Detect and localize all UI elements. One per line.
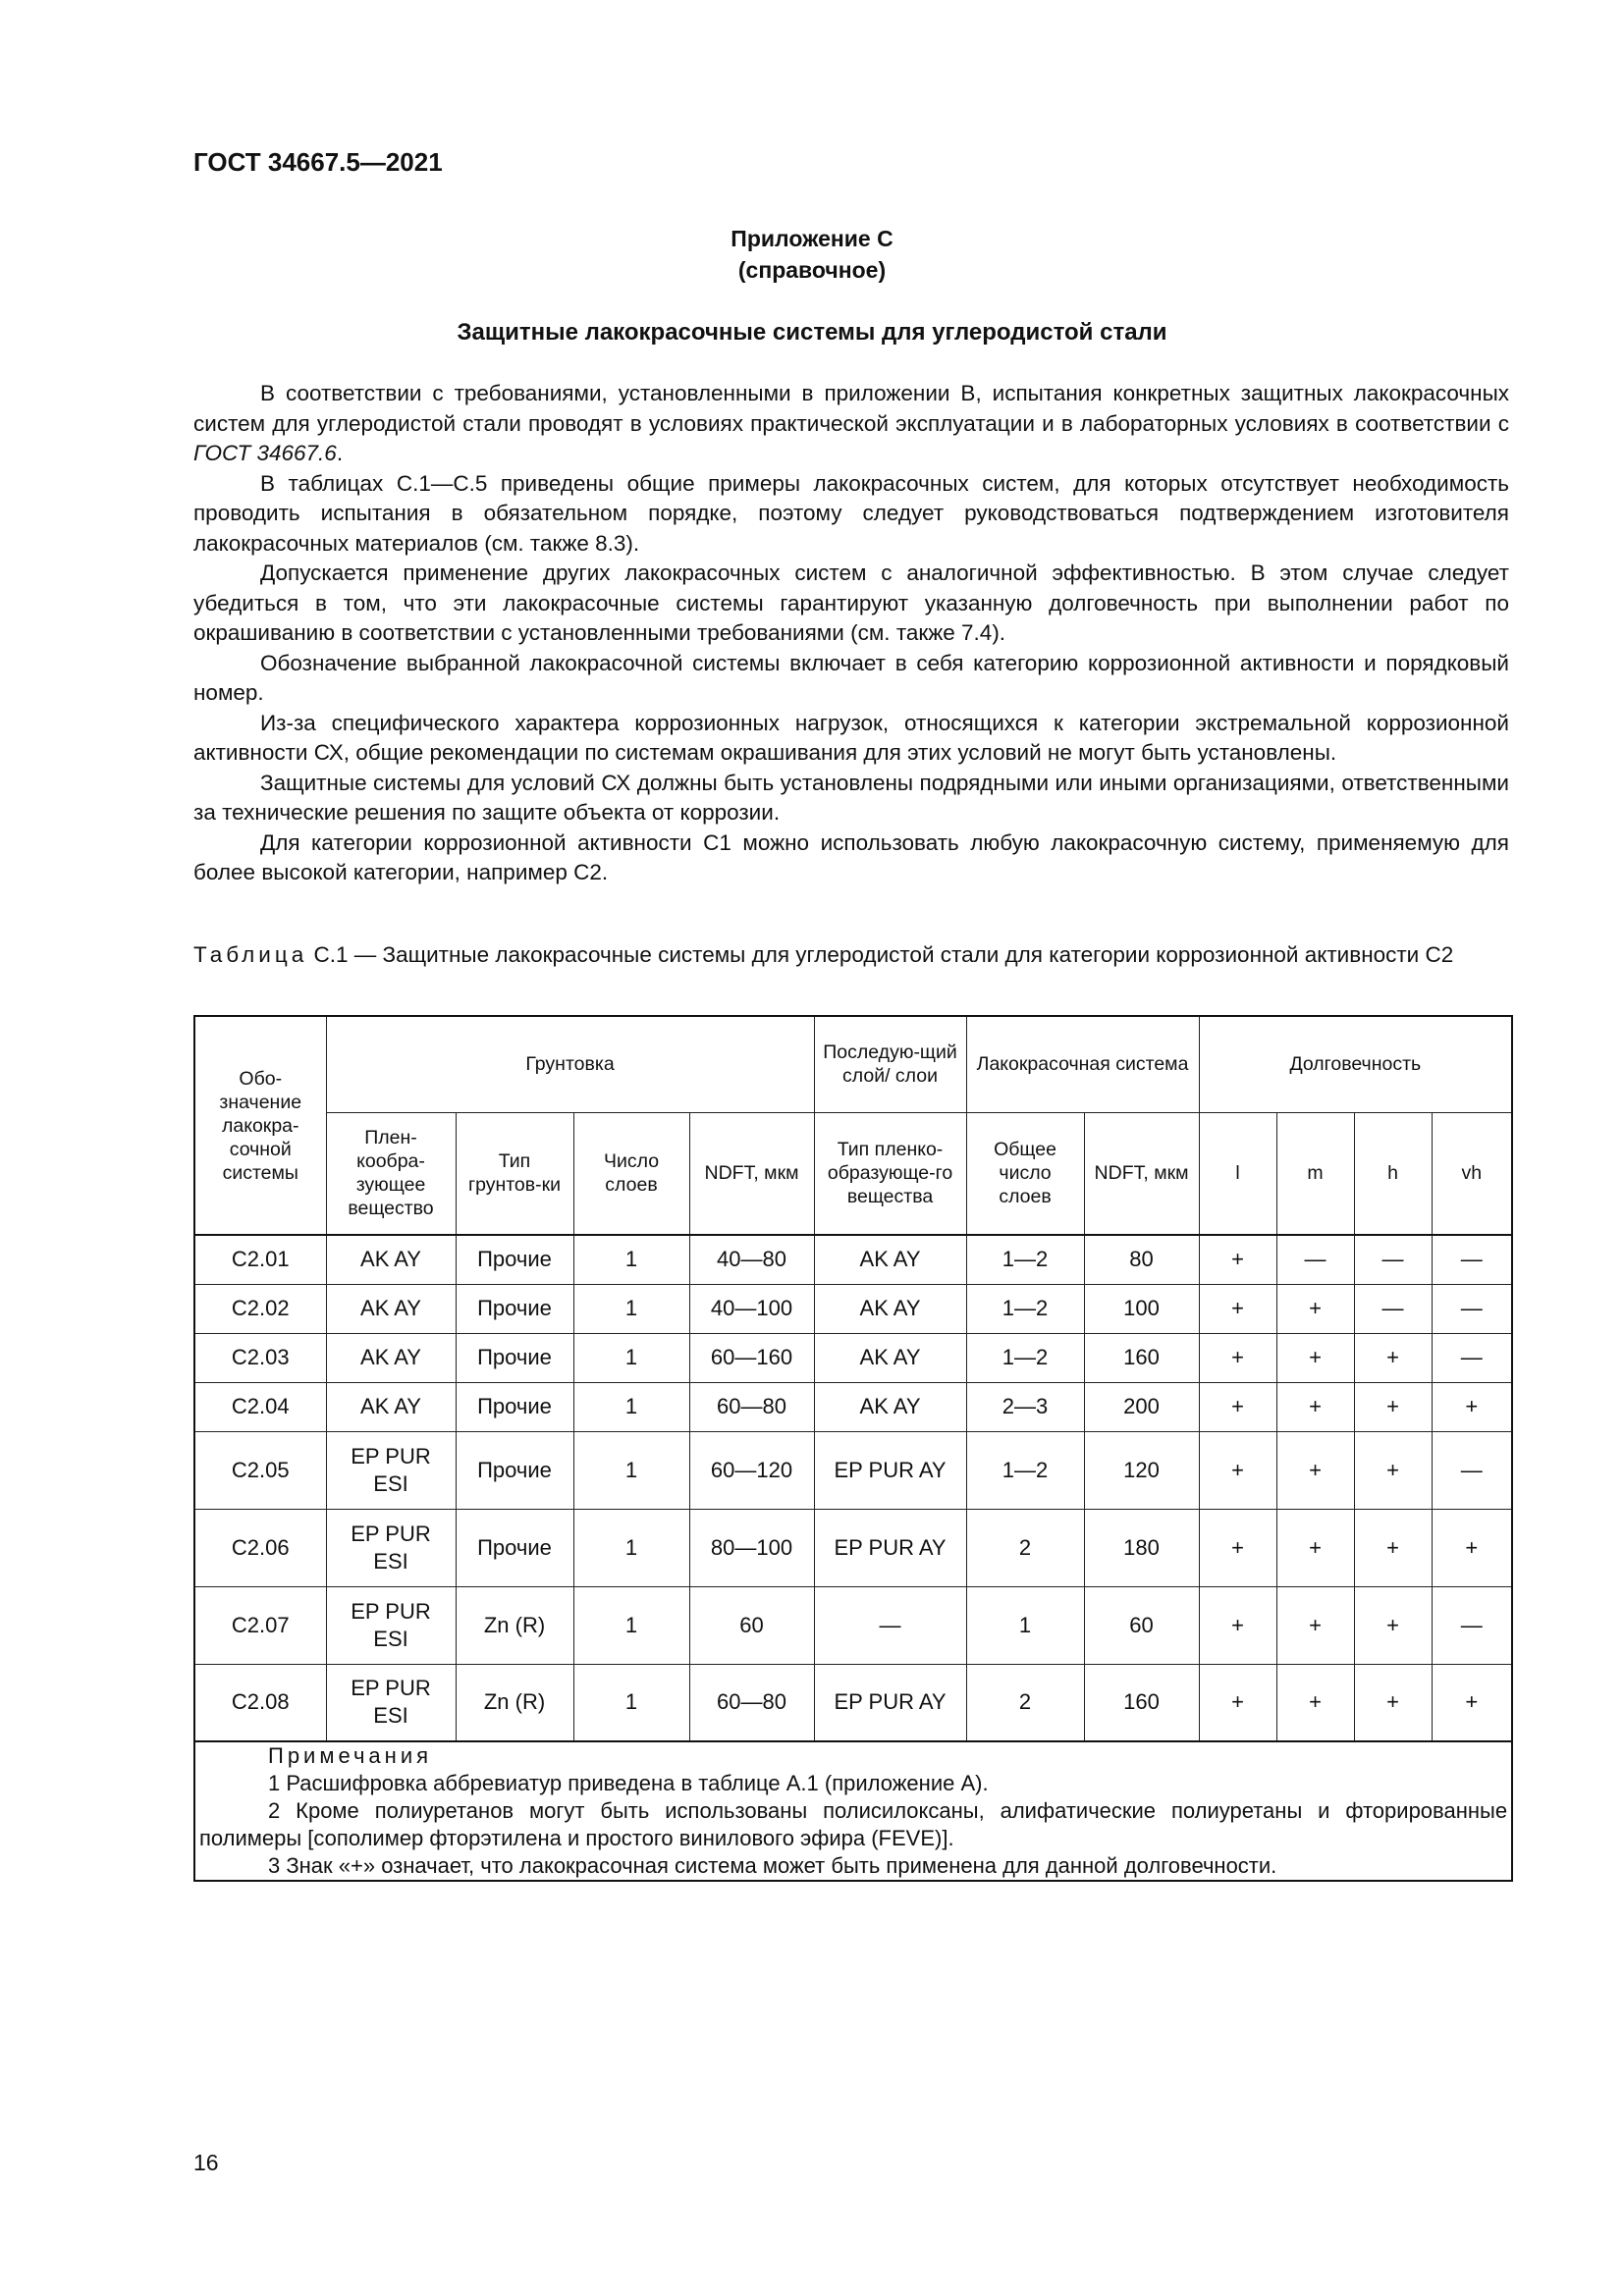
cell-total-layers: 1—2 xyxy=(966,1333,1084,1382)
header-film-former: Плен-кообра-зующее вещество xyxy=(326,1112,456,1235)
cell-ndft: 80—100 xyxy=(689,1509,814,1586)
cell-dur-h: — xyxy=(1354,1284,1432,1333)
cell-dur-m: + xyxy=(1276,1333,1354,1382)
header-primer: Грунтовка xyxy=(326,1016,814,1112)
page-number: 16 xyxy=(193,2150,219,2175)
cell-dur-h: + xyxy=(1354,1382,1432,1431)
cell-dur-h: + xyxy=(1354,1431,1432,1509)
header-ndft-primer: NDFT, мкм xyxy=(689,1112,814,1235)
cell-dur-l: + xyxy=(1199,1664,1276,1741)
table-row xyxy=(194,1509,1512,1586)
header-total-layers: Общее число слоев xyxy=(966,1112,1084,1235)
header-paint-system: Лакокрасочная система xyxy=(966,1016,1199,1112)
cell-dur-h: + xyxy=(1354,1333,1432,1382)
paragraph-7: Для категории коррозионной активности С1 можно использовать любую лакокрасочную систему, применяемую для более высокой категории, например С2. xyxy=(193,829,1509,884)
header-film-former-type: Тип пленко-образующе-го вещества xyxy=(814,1112,966,1235)
cell-subsequent: AK AY xyxy=(814,1284,966,1333)
cell-film: AK AY xyxy=(326,1235,456,1284)
cell-primer-type: Прочие xyxy=(456,1382,573,1431)
cell-dur-vh: + xyxy=(1432,1509,1512,1586)
cell-ndft: 60—80 xyxy=(689,1382,814,1431)
paragraph-1-text: В соответствии с требованиями, установленными в приложении В, испытания конкретных защитных лакокрасочных систем для углеродистой стали проводят в условиях практической эксплуатации и в лабораторных условиях в соответствии с xyxy=(193,381,1509,436)
cell-layers: 1 xyxy=(573,1333,689,1382)
cell-total-layers: 2—3 xyxy=(966,1382,1084,1431)
cell-dur-h: + xyxy=(1354,1664,1432,1741)
cell-film: EP PUR ESI xyxy=(326,1509,456,1586)
cell-id: С2.08 xyxy=(194,1664,326,1741)
cell-total-layers: 2 xyxy=(966,1664,1084,1741)
body-text xyxy=(193,379,1509,888)
cell-system-ndft: 60 xyxy=(1084,1586,1199,1664)
cell-layers: 1 xyxy=(573,1664,689,1741)
table-row xyxy=(194,1333,1512,1382)
paragraph-1-end: . xyxy=(336,441,344,465)
cell-subsequent: EP PUR AY xyxy=(814,1664,966,1741)
cell-system-ndft: 100 xyxy=(1084,1284,1199,1333)
table-row xyxy=(194,1586,1512,1664)
cell-dur-vh: + xyxy=(1432,1664,1512,1741)
cell-system-ndft: 180 xyxy=(1084,1509,1199,1586)
cell-dur-vh: — xyxy=(1432,1284,1512,1333)
notes-row xyxy=(194,1741,1512,1881)
cell-dur-m: + xyxy=(1276,1284,1354,1333)
cell-dur-l: + xyxy=(1199,1284,1276,1333)
cell-system-ndft: 80 xyxy=(1084,1235,1199,1284)
cell-id: С2.04 xyxy=(194,1382,326,1431)
cell-total-layers: 1—2 xyxy=(966,1235,1084,1284)
table-row xyxy=(194,1382,1512,1431)
cell-dur-vh: + xyxy=(1432,1382,1512,1431)
cell-layers: 1 xyxy=(573,1382,689,1431)
cell-total-layers: 1—2 xyxy=(966,1284,1084,1333)
cell-ndft: 40—100 xyxy=(689,1284,814,1333)
cell-film: EP PUR ESI xyxy=(326,1431,456,1509)
cell-layers: 1 xyxy=(573,1509,689,1586)
cell-id: С2.06 xyxy=(194,1509,326,1586)
cell-dur-vh: — xyxy=(1432,1333,1512,1382)
header-subsequent-layer: Последую-щий слой/ слои xyxy=(814,1016,966,1112)
cell-dur-m: + xyxy=(1276,1509,1354,1586)
note-1: 1 Расшифровка аббревиатур приведена в таблице А.1 (приложение А). xyxy=(268,1771,989,1795)
header-ndft-system: NDFT, мкм xyxy=(1084,1112,1199,1235)
cell-dur-m: + xyxy=(1276,1586,1354,1664)
appendix-title: Приложение С xyxy=(731,226,893,251)
cell-system-ndft: 160 xyxy=(1084,1333,1199,1382)
paint-systems-table xyxy=(193,1015,1513,1882)
cell-film: AK AY xyxy=(326,1284,456,1333)
notes-heading: Примечания xyxy=(268,1743,433,1768)
standard-code: ГОСТ 34667.5—2021 xyxy=(193,147,443,177)
cell-primer-type: Прочие xyxy=(456,1431,573,1509)
cell-layers: 1 xyxy=(573,1586,689,1664)
cell-layers: 1 xyxy=(573,1284,689,1333)
cell-id: С2.01 xyxy=(194,1235,326,1284)
cell-system-ndft: 160 xyxy=(1084,1664,1199,1741)
cell-id: С2.02 xyxy=(194,1284,326,1333)
header-dur-l: l xyxy=(1199,1112,1276,1235)
table-row xyxy=(194,1284,1512,1333)
cell-dur-l: + xyxy=(1199,1431,1276,1509)
cell-dur-l: + xyxy=(1199,1235,1276,1284)
header-durability: Долговечность xyxy=(1199,1016,1512,1112)
header-designation: Обо-значение лакокра-сочной системы xyxy=(194,1016,326,1235)
cell-primer-type: Прочие xyxy=(456,1333,573,1382)
cell-dur-h: — xyxy=(1354,1235,1432,1284)
cell-dur-l: + xyxy=(1199,1509,1276,1586)
cell-system-ndft: 200 xyxy=(1084,1382,1199,1431)
cell-subsequent: EP PUR AY xyxy=(814,1509,966,1586)
cell-subsequent: — xyxy=(814,1586,966,1664)
cell-ndft: 60—80 xyxy=(689,1664,814,1741)
cell-ndft: 40—80 xyxy=(689,1235,814,1284)
cell-primer-type: Zn (R) xyxy=(456,1664,573,1741)
cell-dur-vh: — xyxy=(1432,1431,1512,1509)
cell-film: AK AY xyxy=(326,1333,456,1382)
paragraph-5: Из-за специфического характера коррозионных нагрузок, относящихся к категории экстремальной коррозионной активности СХ, общие рекомендации по системам окрашивания для этих условий не могут быть установлены. xyxy=(193,710,1509,765)
cell-ndft: 60—160 xyxy=(689,1333,814,1382)
cell-primer-type: Zn (R) xyxy=(456,1586,573,1664)
header-primer-type: Тип грунтов-ки xyxy=(456,1112,573,1235)
header-dur-h: h xyxy=(1354,1112,1432,1235)
gost-reference-link[interactable]: ГОСТ 34667.6 xyxy=(193,441,337,465)
cell-total-layers: 2 xyxy=(966,1509,1084,1586)
cell-dur-vh: — xyxy=(1432,1235,1512,1284)
appendix-type: (справочное) xyxy=(737,257,887,283)
table-caption-label: Таблица xyxy=(193,942,308,967)
cell-dur-vh: — xyxy=(1432,1586,1512,1664)
cell-dur-m: — xyxy=(1276,1235,1354,1284)
cell-primer-type: Прочие xyxy=(456,1235,573,1284)
cell-film: EP PUR ESI xyxy=(326,1664,456,1741)
cell-primer-type: Прочие xyxy=(456,1284,573,1333)
cell-layers: 1 xyxy=(573,1431,689,1509)
cell-total-layers: 1—2 xyxy=(966,1431,1084,1509)
header-dur-vh: vh xyxy=(1432,1112,1512,1235)
table-row xyxy=(194,1431,1512,1509)
cell-subsequent: AK AY xyxy=(814,1333,966,1382)
cell-film: AK AY xyxy=(326,1382,456,1431)
cell-dur-m: + xyxy=(1276,1431,1354,1509)
cell-dur-m: + xyxy=(1276,1664,1354,1741)
note-2: 2 Кроме полиуретанов могут быть использованы полисилоксаны, алифатические полиуретаны и фторированные полимеры [сополимер фторэтилена и простого винилового эфира (FEVE)]. xyxy=(199,1798,1508,1850)
header-dur-m: m xyxy=(1276,1112,1354,1235)
paragraph-6: Защитные системы для условий СХ должны быть установлены подрядными или иными организациями, ответственными за технические решения по защите объекта от коррозии. xyxy=(193,770,1509,825)
cell-layers: 1 xyxy=(573,1235,689,1284)
paragraph-3: Допускается применение других лакокрасочных систем с аналогичной эффективностью. В этом случае следует убедиться в том, что эти лакокрасочные системы гарантируют указанную долговечность при выполнении работ по окрашиванию в соответствии с установленными требованиями (см. также 7.4). xyxy=(193,561,1509,645)
table-row xyxy=(194,1664,1512,1741)
header-layers-count: Число слоев xyxy=(573,1112,689,1235)
note-3: 3 Знак «+» означает, что лакокрасочная система может быть применена для данной долговечности. xyxy=(268,1853,1277,1878)
cell-system-ndft: 120 xyxy=(1084,1431,1199,1509)
cell-dur-l: + xyxy=(1199,1586,1276,1664)
main-title: Защитные лакокрасочные системы для углеродистой стали xyxy=(457,319,1167,346)
cell-dur-h: + xyxy=(1354,1586,1432,1664)
cell-total-layers: 1 xyxy=(966,1586,1084,1664)
cell-dur-m: + xyxy=(1276,1382,1354,1431)
cell-subsequent: AK AY xyxy=(814,1235,966,1284)
cell-film: EP PUR ESI xyxy=(326,1586,456,1664)
cell-id: С2.07 xyxy=(194,1586,326,1664)
paragraph-2: В таблицах С.1—С.5 приведены общие примеры лакокрасочных систем, для которых отсутствует необходимость проводить испытания в обязательном порядке, поэтому следует руководствоваться подтверждением изготовителя лакокрасочных материалов (см. также 8.3). xyxy=(193,470,1509,556)
cell-dur-h: + xyxy=(1354,1509,1432,1586)
cell-id: С2.03 xyxy=(194,1333,326,1382)
cell-ndft: 60 xyxy=(689,1586,814,1664)
table-row xyxy=(194,1235,1512,1284)
cell-subsequent: AK AY xyxy=(814,1382,966,1431)
cell-dur-l: + xyxy=(1199,1382,1276,1431)
cell-dur-l: + xyxy=(1199,1333,1276,1382)
paragraph-1 xyxy=(193,379,1509,469)
table-caption-text: С.1 — Защитные лакокрасочные системы для углеродистой стали для категории коррозионной активности С2 xyxy=(307,942,1454,967)
cell-primer-type: Прочие xyxy=(456,1509,573,1586)
cell-ndft: 60—120 xyxy=(689,1431,814,1509)
table-notes xyxy=(194,1741,1512,1881)
table-caption xyxy=(193,940,1509,971)
paragraph-4: Обозначение выбранной лакокрасочной системы включает в себя категорию коррозионной активности и порядковый номер. xyxy=(193,650,1509,705)
cell-subsequent: EP PUR AY xyxy=(814,1431,966,1509)
cell-id: С2.05 xyxy=(194,1431,326,1509)
